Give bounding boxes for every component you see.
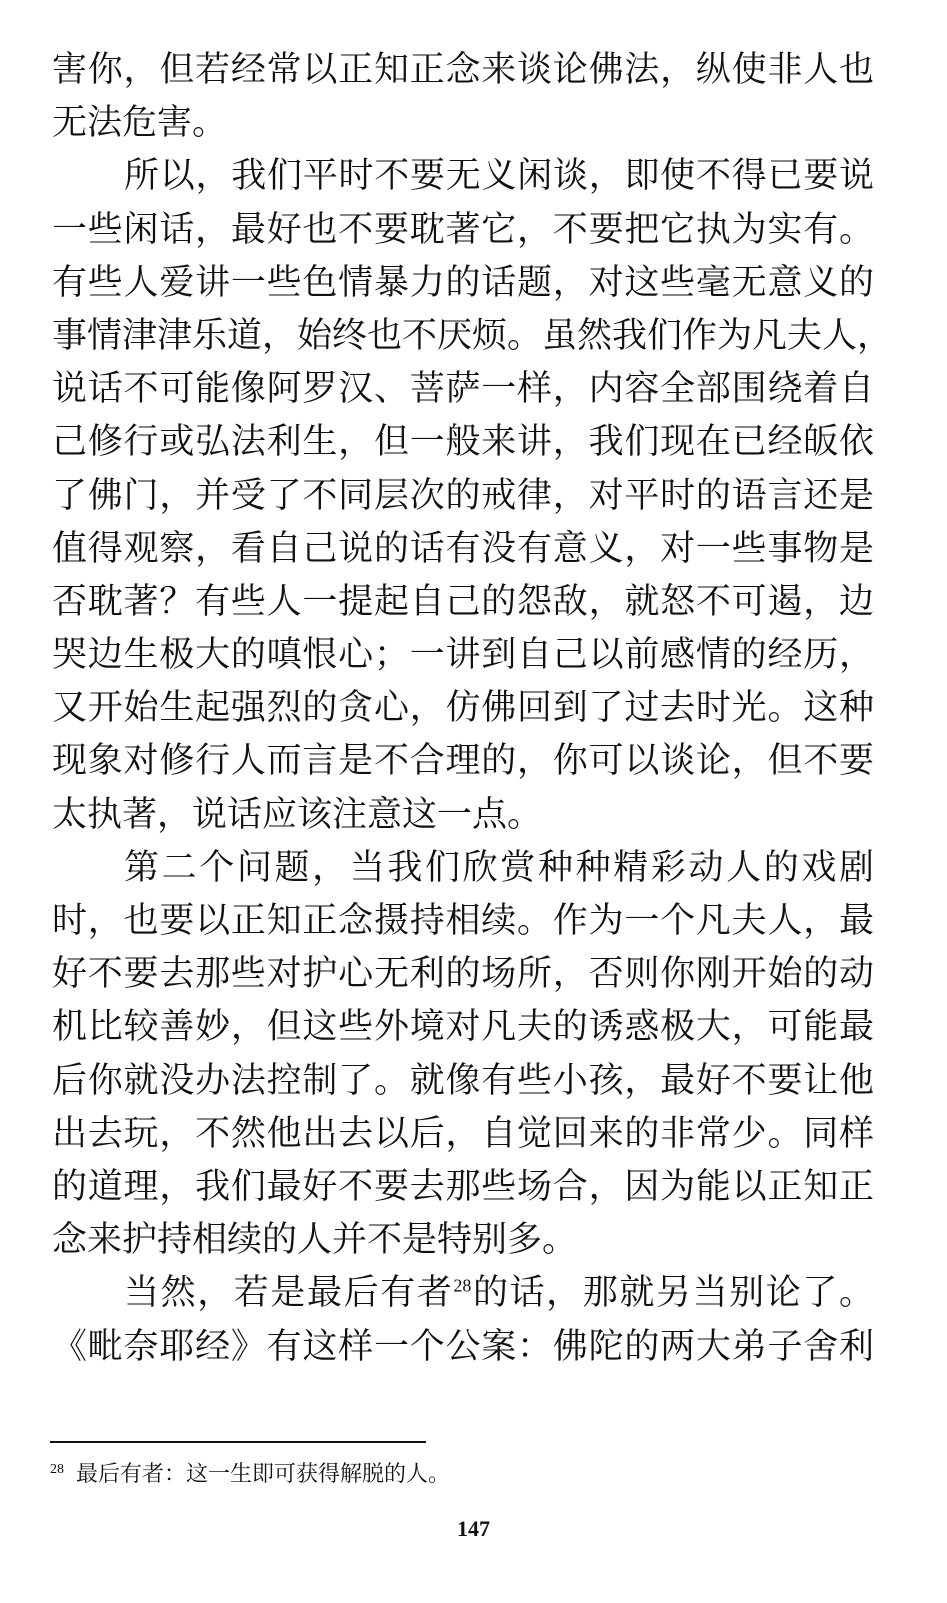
- text-line: 有些人爱讲一些色情暴力的话题，对这些毫无意义的: [52, 262, 874, 303]
- text-line: 事情津津乐道，始终也不厌烦。虽然我们作为凡夫人，: [52, 315, 893, 356]
- text-line: 的道理，我们最好不要去那些场合，因为能以正知正: [52, 1166, 874, 1207]
- text-line: 机比较善妙，但这些外境对凡夫的诱惑极大，可能最: [52, 1007, 874, 1048]
- text-line: 出去玩，不然他出去以后，自觉回来的非常少。同样: [52, 1113, 874, 1154]
- text-line: 一些闲话，最好也不要耽著它，不要把它执为实有。: [52, 209, 874, 250]
- text-line: 后你就没办法控制了。就像有些小孩，最好不要让他: [52, 1060, 874, 1101]
- footnote-mark: 28: [50, 1461, 64, 1477]
- footnote-text: 最后有者：这一生即可获得解脱的人。: [76, 1462, 451, 1487]
- body-text: [52, 44, 893, 1374]
- text-line: 好不要去那些对护心无利的场所，否则你刚开始的动: [52, 954, 874, 995]
- text-line: 害你，但若经常以正知正念来谈论佛法，纵使非人也: [52, 50, 874, 90]
- text-line: 说话不可能像阿罗汉、菩萨一样，内容全部围绕着自: [52, 369, 874, 410]
- text-line: 时，也要以正知正念摄持相续。作为一个凡夫人，最: [52, 901, 874, 941]
- footnote: [50, 1460, 870, 1490]
- text-line: 否耽著？有些人一提起自己的怨敌，就怒不可遏，边: [52, 581, 874, 622]
- page-number: 147: [457, 1516, 490, 1541]
- text-line: 值得观察，看自己说的话有没有意义，对一些事物是: [52, 528, 874, 569]
- text-line: 念来护持相续的人并不是特别多。: [52, 1220, 578, 1261]
- text-line: 了佛门，并受了不同层次的戒律，对平时的语言还是: [52, 475, 874, 516]
- ref-line-before: 当然，若是最后有者: [124, 1273, 454, 1314]
- text-line: 又开始生起强烈的贪心，仿佛回到了过去时光。这种: [52, 688, 874, 729]
- text-line: 哭边生极大的嗔恨心；一讲到自己以前感情的经历，: [52, 635, 874, 676]
- footnote-reference-mark[interactable]: 28: [453, 1275, 472, 1296]
- text-line: 现象对修行人而言是不合理的，你可以谈论，但不要: [52, 741, 874, 782]
- footnote-divider: [50, 1441, 426, 1443]
- text-line: 太执著，说话应该注意这一点。: [52, 794, 543, 835]
- text-line-with-footnote-ref: [52, 1267, 874, 1320]
- text-line: 无法危害。: [52, 103, 228, 144]
- text-line: 第二个问题，当我们欣赏种种精彩动人的戏剧: [124, 847, 874, 888]
- ref-line-after: 的话，那就另当别论了。: [471, 1273, 874, 1314]
- text-line: 所以，我们平时不要无义闲谈，即使不得已要说: [124, 156, 874, 197]
- text-line: 《毗奈耶经》有这样一个公案：佛陀的两大弟子舍利: [52, 1326, 874, 1367]
- text-line: 己修行或弘法利生，但一般来讲，我们现在已经皈依: [52, 422, 874, 463]
